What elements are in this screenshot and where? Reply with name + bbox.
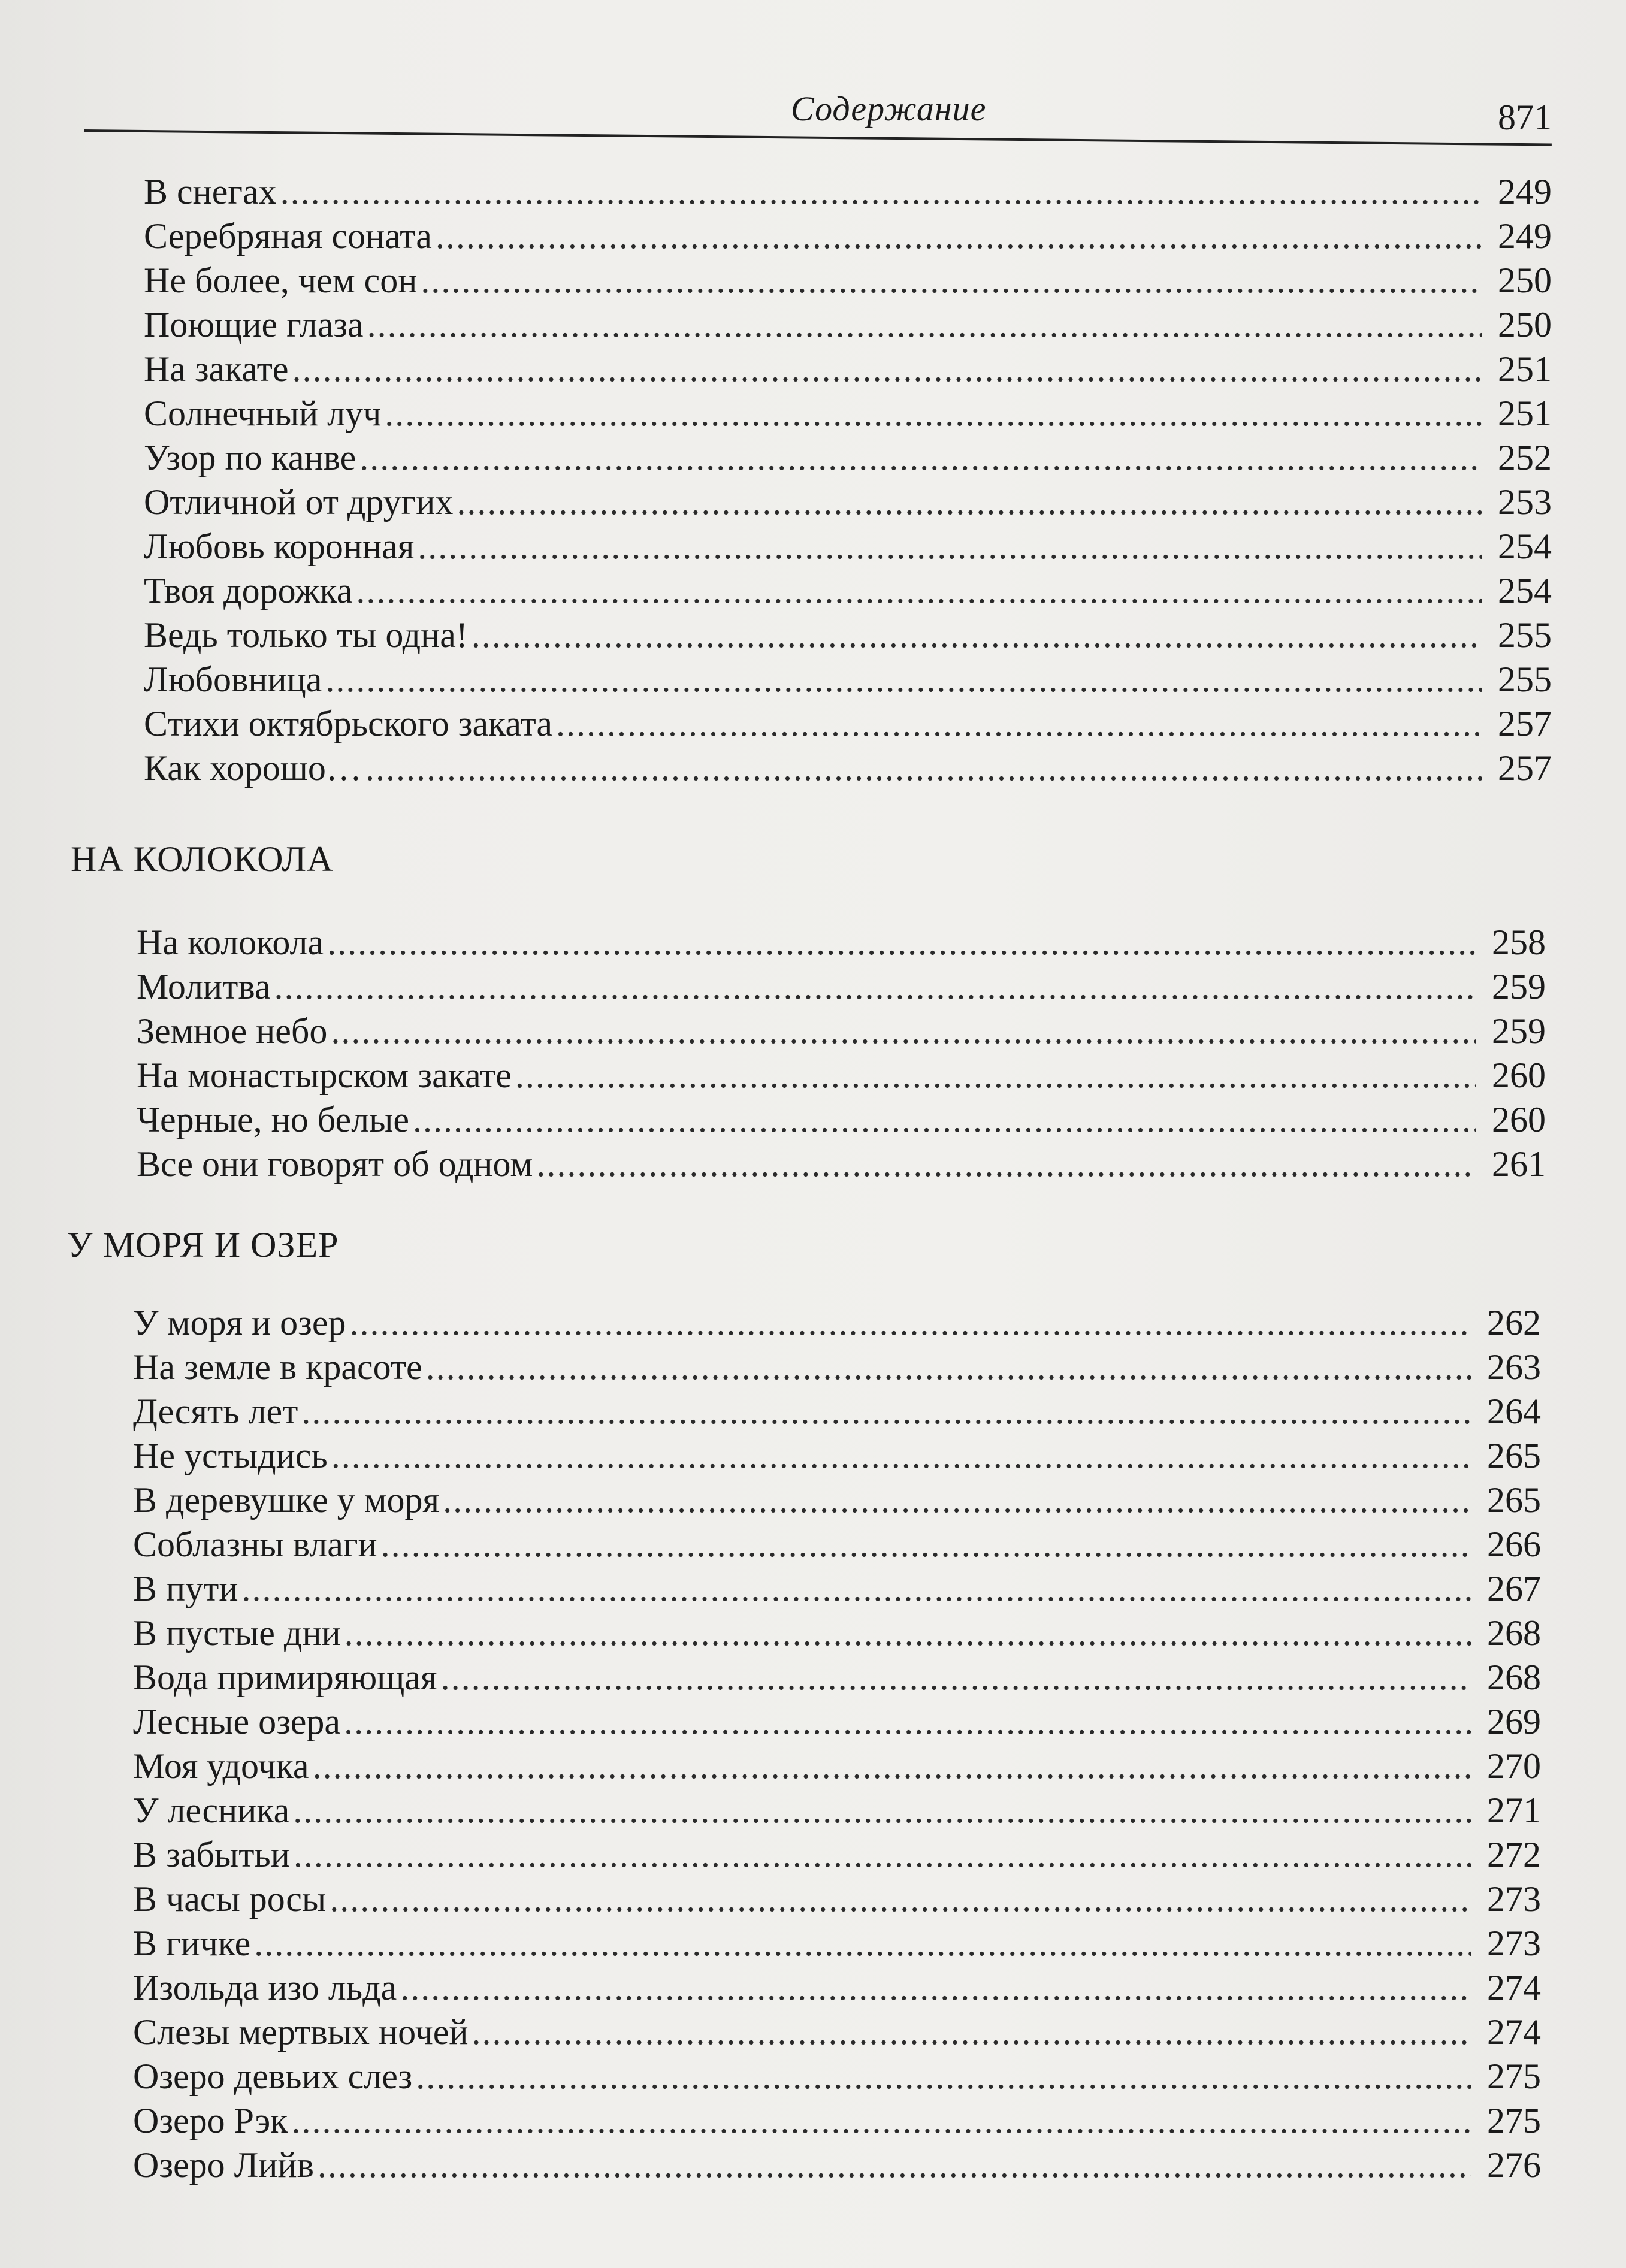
toc-entry-page: 250 — [1498, 305, 1552, 344]
toc-entry-title: Стихи октябрьского заката — [144, 704, 553, 743]
toc-entry-title: Как хорошо… — [144, 748, 362, 788]
toc-entry — [144, 525, 1552, 568]
toc-entry — [133, 1478, 1541, 1522]
toc-entry — [133, 1567, 1541, 1610]
toc-entry — [144, 436, 1552, 479]
toc-entry-title: Озеро девьих слез — [133, 2057, 413, 2096]
running-head-title: Содержание — [791, 89, 987, 128]
toc-entry-page: 273 — [1487, 1924, 1541, 1963]
toc-entry-page: 275 — [1487, 2101, 1541, 2140]
toc-entry-title: У моря и озер — [133, 1303, 346, 1342]
toc-entry-title: Земное небо — [137, 1011, 328, 1051]
toc-entry-title: Отличной от других — [144, 482, 454, 522]
toc-entry — [133, 1966, 1541, 2009]
leader-dots — [331, 1434, 1471, 1477]
leader-dots — [421, 259, 1482, 302]
toc-entry-title: Черные, но белые — [137, 1100, 410, 1139]
running-head — [84, 78, 1552, 138]
toc-entry-title: Не устыдись — [133, 1436, 328, 1475]
toc-entry-title: Слезы мертвых ночей — [133, 2012, 469, 2052]
toc-entry — [133, 1656, 1541, 1699]
leader-dots — [254, 1922, 1471, 1965]
toc-entry — [133, 2010, 1541, 2054]
toc-entry-page: 254 — [1498, 571, 1552, 610]
toc-entry-title: Любовь коронная — [144, 527, 415, 566]
leader-dots — [443, 1478, 1471, 1522]
toc-entry-page: 266 — [1487, 1525, 1541, 1564]
toc-entry-title: В деревушке у моря — [133, 1480, 440, 1520]
leader-dots — [400, 1966, 1471, 2009]
toc-entry-title: Ведь только ты одна! — [144, 615, 468, 655]
toc-entry — [133, 1922, 1541, 1965]
toc-entry-page: 251 — [1498, 394, 1552, 433]
toc-entry — [133, 2055, 1541, 2098]
toc-entry-page: 257 — [1498, 704, 1552, 743]
toc-entry-title: Озеро Лийв — [133, 2145, 314, 2185]
toc-entry-page: 261 — [1492, 1144, 1546, 1184]
toc-entry-title: Лесные озера — [133, 1702, 341, 1741]
leader-dots — [367, 303, 1482, 346]
toc-entry — [133, 1700, 1541, 1743]
toc-entry-page: 259 — [1492, 967, 1546, 1006]
leader-dots — [426, 1345, 1471, 1389]
toc-entry — [133, 1434, 1541, 1477]
toc-entry-page: 270 — [1487, 1746, 1541, 1786]
toc-entry — [137, 1098, 1546, 1141]
toc-entry-page: 269 — [1487, 1702, 1541, 1741]
leader-dots — [441, 1656, 1471, 1699]
toc-entry — [133, 1390, 1541, 1433]
toc-entry-page: 251 — [1498, 349, 1552, 389]
toc-entry-page: 272 — [1487, 1835, 1541, 1874]
toc-entry — [133, 1877, 1541, 1921]
header-rule — [84, 129, 1552, 146]
toc-entry-page: 249 — [1498, 216, 1552, 256]
toc-entry-title: Не более, чем сон — [144, 261, 418, 300]
toc-entry — [144, 259, 1552, 302]
toc-entry — [133, 1744, 1541, 1788]
toc-entry-page: 274 — [1487, 2012, 1541, 2052]
toc-entry — [137, 965, 1546, 1008]
toc-entry-title: Поющие глаза — [144, 305, 364, 344]
toc-entry-page: 265 — [1487, 1480, 1541, 1520]
page-number: 871 — [1498, 98, 1552, 137]
leader-dots — [291, 2099, 1471, 2142]
toc-entry-page: 274 — [1487, 1968, 1541, 2007]
toc-entry-page: 250 — [1498, 261, 1552, 300]
leader-dots — [292, 347, 1482, 391]
leader-dots — [418, 525, 1482, 568]
toc-entry — [133, 1789, 1541, 1832]
leader-dots — [241, 1567, 1471, 1610]
toc-entry — [144, 303, 1552, 346]
leader-dots — [318, 2143, 1471, 2187]
toc-entry — [144, 658, 1552, 701]
toc-entry-page: 257 — [1498, 748, 1552, 788]
leader-dots — [294, 1833, 1471, 1876]
leader-dots — [330, 1877, 1471, 1921]
leader-dots — [472, 613, 1482, 657]
toc-entry — [137, 1009, 1546, 1053]
toc-entry-page: 264 — [1487, 1392, 1541, 1431]
leader-dots — [385, 392, 1482, 435]
toc-entry-title: Соблазны влаги — [133, 1525, 377, 1564]
leader-dots — [331, 1009, 1476, 1053]
toc-entry-page: 254 — [1498, 527, 1552, 566]
toc-entry-page: 268 — [1487, 1613, 1541, 1653]
toc-entry-page: 271 — [1487, 1791, 1541, 1830]
leader-dots — [356, 569, 1482, 612]
toc-entry-title: Солнечный луч — [144, 394, 382, 433]
toc-entry-title: Серебряная соната — [144, 216, 432, 256]
toc-entry — [144, 214, 1552, 258]
toc-entry-title: У лесника — [133, 1791, 290, 1830]
toc-entry-title: Моя удочка — [133, 1746, 309, 1786]
toc-entry-title: На закате — [144, 349, 289, 389]
leader-dots — [274, 965, 1476, 1008]
toc-entry-title: Десять лет — [133, 1392, 298, 1431]
leader-dots — [344, 1700, 1471, 1743]
leader-dots — [313, 1744, 1471, 1788]
toc-entry-title: В часы росы — [133, 1879, 327, 1919]
toc-entry — [133, 1301, 1541, 1344]
leader-dots — [365, 746, 1482, 790]
toc-entry — [144, 613, 1552, 657]
toc-entry-page: 255 — [1498, 660, 1552, 699]
toc-entry-page: 268 — [1487, 1658, 1541, 1697]
leader-dots — [457, 480, 1482, 524]
toc-entry-title: Все они говорят об одном — [137, 1144, 533, 1184]
toc-entry — [133, 1523, 1541, 1566]
leader-dots — [556, 702, 1482, 745]
toc-entry-title: На колокола — [137, 923, 324, 962]
toc-entry — [133, 1833, 1541, 1876]
toc-entry-page: 255 — [1498, 615, 1552, 655]
toc-entry-page: 253 — [1498, 482, 1552, 522]
section-heading: У МОРЯ И ОЗЕР — [67, 1225, 339, 1265]
toc-entry — [144, 746, 1552, 790]
toc-entry — [144, 170, 1552, 213]
toc-entry-page: 252 — [1498, 438, 1552, 477]
leader-dots — [413, 1098, 1476, 1141]
toc-entry-page: 260 — [1492, 1100, 1546, 1139]
leader-dots — [416, 2055, 1471, 2098]
toc-entry — [144, 347, 1552, 391]
toc-entry-title: В гичке — [133, 1924, 251, 1963]
toc-entry-page: 275 — [1487, 2057, 1541, 2096]
leader-dots — [536, 1142, 1476, 1186]
leader-dots — [472, 2010, 1471, 2054]
toc-entry-title: В пустые дни — [133, 1613, 341, 1653]
toc-entry — [133, 1611, 1541, 1655]
toc-entry-title: Любовница — [144, 660, 322, 699]
toc-entry-page: 259 — [1492, 1011, 1546, 1051]
toc-entry — [133, 2143, 1541, 2187]
toc-entry-page: 276 — [1487, 2145, 1541, 2185]
leader-dots — [327, 921, 1476, 964]
toc-entry-title: На монастырском закате — [137, 1056, 512, 1095]
toc-entry-title: На земле в красоте — [133, 1347, 422, 1387]
toc-entry-page: 273 — [1487, 1879, 1541, 1919]
leader-dots — [344, 1611, 1471, 1655]
section-heading: НА КОЛОКОЛА — [71, 839, 334, 879]
toc-entry — [144, 569, 1552, 612]
toc-entry-page: 249 — [1498, 172, 1552, 211]
leader-dots — [436, 214, 1482, 258]
toc-entry-title: Молитва — [137, 967, 271, 1006]
toc-entry — [137, 1054, 1546, 1097]
leader-dots — [293, 1789, 1471, 1832]
toc-entry-title: Изольда изо льда — [133, 1968, 397, 2007]
toc-entry — [144, 480, 1552, 524]
toc-entry — [144, 702, 1552, 745]
toc-entry — [137, 921, 1546, 964]
toc-entry-page: 262 — [1487, 1303, 1541, 1342]
leader-dots — [359, 436, 1482, 479]
toc-entry — [137, 1142, 1546, 1186]
leader-dots — [515, 1054, 1476, 1097]
toc-entry-page: 260 — [1492, 1056, 1546, 1095]
toc-entry — [144, 392, 1552, 435]
toc-entry-title: Вода примиряющая — [133, 1658, 437, 1697]
toc-entry-title: Твоя дорожка — [144, 571, 353, 610]
leader-dots — [381, 1523, 1471, 1566]
leader-dots — [301, 1390, 1471, 1433]
toc-entry-page: 263 — [1487, 1347, 1541, 1387]
toc-entry — [133, 2099, 1541, 2142]
leader-dots — [325, 658, 1482, 701]
toc-entry-page: 267 — [1487, 1569, 1541, 1608]
toc-entry-page: 258 — [1492, 923, 1546, 962]
leader-dots — [350, 1301, 1472, 1344]
toc-entry-title: В снегах — [144, 172, 277, 211]
toc-entry-title: Озеро Рэк — [133, 2101, 288, 2140]
toc-entry-page: 265 — [1487, 1436, 1541, 1475]
leader-dots — [280, 170, 1482, 213]
toc-entry — [133, 1345, 1541, 1389]
toc-entry-title: Узор по канве — [144, 438, 356, 477]
toc-entry-title: В забытьи — [133, 1835, 290, 1874]
toc-entry-title: В пути — [133, 1569, 238, 1608]
